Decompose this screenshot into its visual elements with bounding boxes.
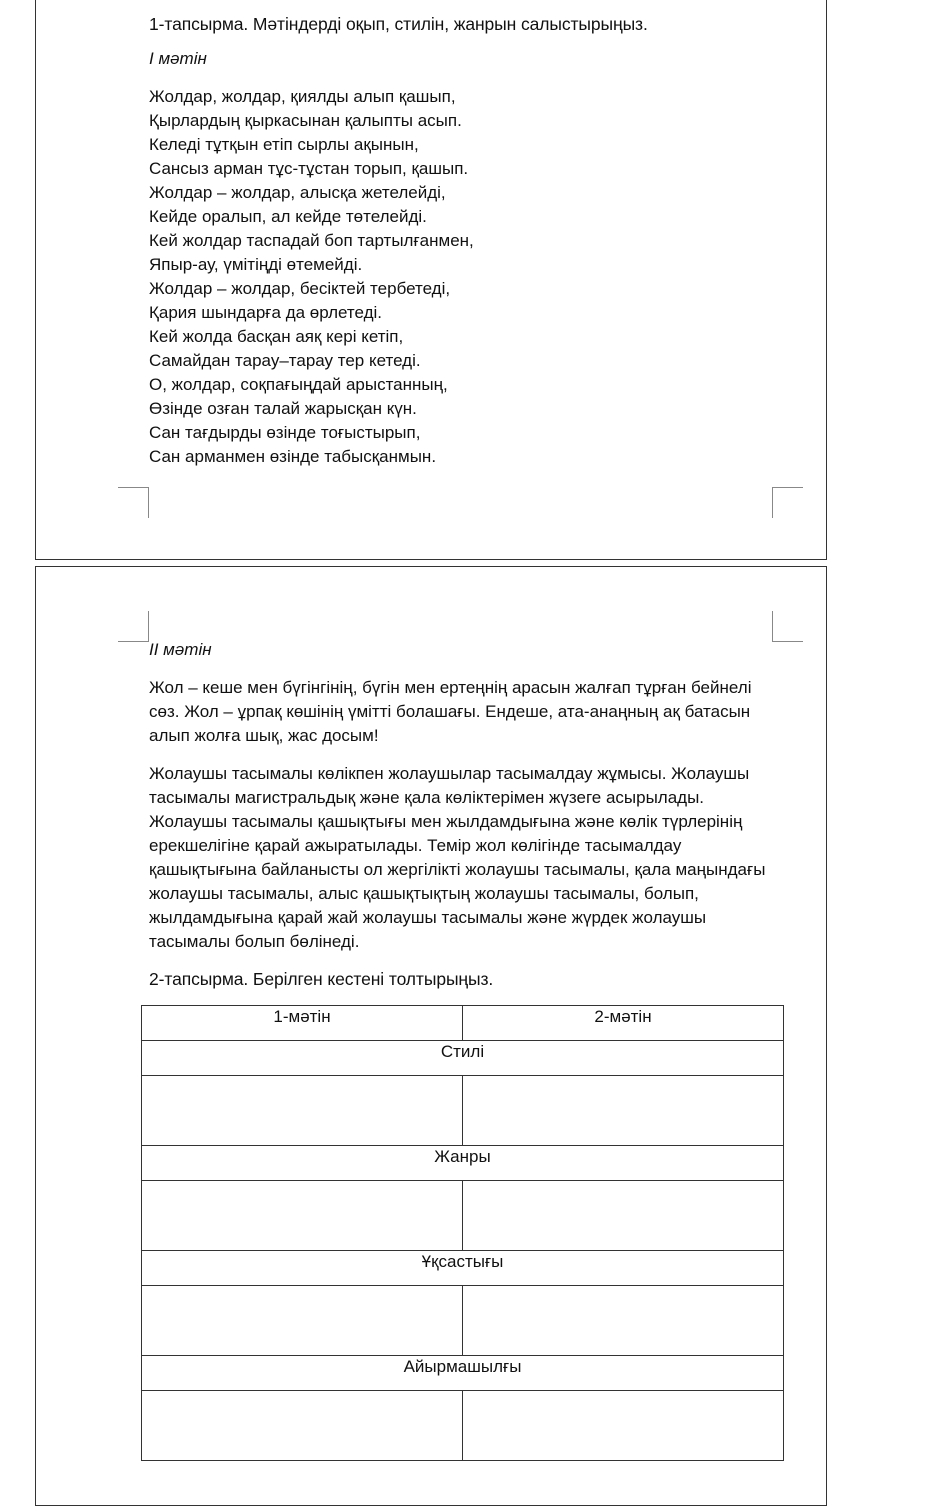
table-row-style-label: Стилі — [142, 1041, 784, 1076]
table-cell-difference-text-1[interactable] — [142, 1391, 463, 1461]
table-cell-genre-text-2[interactable] — [463, 1181, 784, 1251]
comparison-table — [141, 1005, 784, 1461]
page-1-content — [149, 11, 796, 469]
table-cell-genre-text-1[interactable] — [142, 1181, 463, 1251]
text-2-paragraph-1: Жол – кеше мен бүгінгінің, бүгін мен ертеңнің арасын жалғап тұрған бейнелі сөз. Жол – ұрпақ көшінің үмітті болашағы. Ендеше, ата-анаңның ақ батасын алып жолға шық, жас досым! — [149, 678, 752, 745]
poem-line: Кей жолда басқан аяқ кері кетіп, — [149, 327, 404, 346]
poem-line: Қырлардың қыркасынан қалыпты асып. — [149, 111, 462, 130]
poem-line: Кей жолдар таспадай боп тартылғанмен, — [149, 231, 474, 250]
table-cell-style-text-1[interactable] — [142, 1076, 463, 1146]
table-cell-similarity-text-2[interactable] — [463, 1286, 784, 1356]
margin-corner-mark — [118, 611, 149, 642]
text-2-label: II мәтін — [149, 640, 212, 659]
poem-line: Жолдар – жолдар, бесіктей тербетеді, — [149, 279, 451, 298]
poem-line: Сансыз арман тұс-тұстан торып, қашып. — [149, 159, 469, 178]
poem-line: Келеді тұтқын етіп сырлы ақынын, — [149, 135, 419, 154]
poem — [149, 85, 796, 469]
poem-line: Сан тағдырды өзінде тоғыстырып, — [149, 423, 421, 442]
margin-corner-mark — [772, 487, 803, 518]
table-row-similarity-label: Ұқсастығы — [142, 1251, 784, 1286]
poem-line: О, жолдар, соқпағыңдай арыстанның, — [149, 375, 448, 394]
margin-corner-mark — [118, 487, 149, 518]
page-2-content — [149, 638, 796, 992]
poem-line: Япыр-ау, үмітіңді өтемейді. — [149, 255, 363, 274]
task-2-title: 2-тапсырма. Берілген кестені толтырыңыз. — [149, 969, 494, 989]
poem-line: Өзінде озған талай жарысқан күн. — [149, 399, 417, 418]
table-header-text-1: 1-мәтін — [142, 1006, 463, 1041]
table-row-genre-label: Жанры — [142, 1146, 784, 1181]
table-header-text-2: 2-мәтін — [463, 1006, 784, 1041]
table-row-difference-label: Айырмашылғы — [142, 1356, 784, 1391]
poem-line: Кейде оралып, ал кейде төтелейді. — [149, 207, 427, 226]
poem-line: Самайдан тарау–тарау тер кетеді. — [149, 351, 421, 370]
task-1-title: 1-тапсырма. Мәтіндерді оқып, стилін, жанрын салыстырыңыз. — [149, 14, 648, 34]
poem-line: Жолдар – жолдар, алысқа жетелейді, — [149, 183, 446, 202]
poem-line: Қария шындарға да өрлетеді. — [149, 303, 383, 322]
poem-line: Жолдар, жолдар, қиялды алып қашып, — [149, 87, 456, 106]
table-cell-difference-text-2[interactable] — [463, 1391, 784, 1461]
text-2-paragraph-2: Жолаушы тасымалы көлікпен жолаушылар тасымалдау жұмысы. Жолаушы тасымалы магистральдық және қала көліктерімен жүзеге асырылады. Жолаушы тасымалы қашықтығы мен жылдамдығына және көлік түрлерінің ерекшелігіне қарай ажыратылады. Темір жол көлігінде тасымалдау қашықтығына байланысты ол жергілікті жолаушы тасымалы, қала маңындағы жолаушы тасымалы, алыс қашықтықтың жолаушы тасымалы, болып, жылдамдығына қарай жай жолаушы тасымалы және жүрдек жолаушы тасымалы болып бөлінеді. — [149, 764, 766, 951]
table-cell-similarity-text-1[interactable] — [142, 1286, 463, 1356]
document-page-2 — [35, 566, 827, 1506]
poem-line: Сан арманмен өзінде табысқанмын. — [149, 447, 437, 466]
document-page-1 — [35, 0, 827, 560]
text-1-label: I мәтін — [149, 49, 207, 68]
table-cell-style-text-2[interactable] — [463, 1076, 784, 1146]
